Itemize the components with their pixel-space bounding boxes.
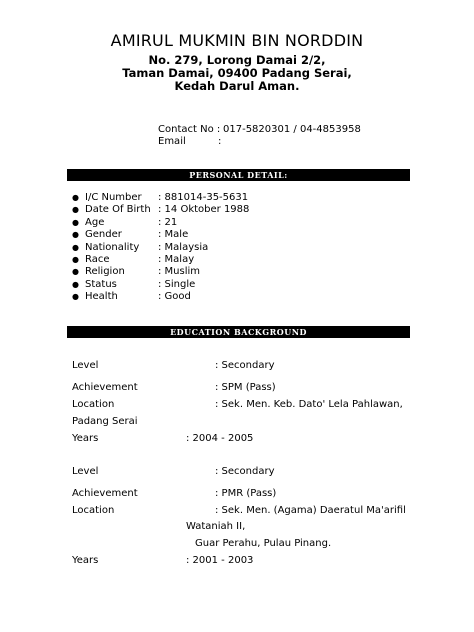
bullet-icon: ● [72, 267, 79, 277]
detail-value: : 881014-35-5631 [158, 192, 249, 203]
edu-achievement-label: Achievement [72, 488, 138, 499]
education-heading: EDUCATION BACKGROUND [67, 326, 410, 338]
bullet-icon: ● [72, 292, 79, 302]
detail-label: I/C Number [85, 192, 142, 203]
bullet-icon: ● [72, 279, 79, 289]
bullet-icon: ● [72, 242, 79, 252]
edu-achievement-value: : PMR (Pass) [215, 488, 277, 499]
edu-years-label: Years [72, 555, 99, 566]
bullet-icon: ● [72, 193, 79, 202]
edu-years-value: : 2001 - 2003 [186, 555, 254, 566]
bullet-icon: ● [72, 205, 79, 215]
bullet-icon: ● [72, 230, 79, 240]
edu-level-label: Level [72, 466, 99, 477]
edu-years-value: : 2004 - 2005 [186, 433, 254, 444]
edu-achievement-label: Achievement [72, 382, 138, 393]
detail-value: : 14 Oktober 1988 [158, 204, 250, 216]
detail-value: : Malaysia [158, 241, 209, 253]
detail-label: Gender [85, 229, 122, 241]
edu-level-value: : Secondary [215, 466, 275, 477]
edu-location-cont: Padang Serai [72, 416, 138, 427]
contact-label: Contact No : [158, 124, 221, 135]
detail-value: : Male [158, 229, 189, 241]
email-label: Email [158, 136, 186, 147]
bullet-icon: ● [72, 217, 79, 227]
edu-years-label: Years [72, 433, 99, 444]
email-colon: : [218, 136, 222, 147]
edu-location-value: : Sek. Men. Keb. Dato' Lela Pahlawan, [215, 399, 403, 410]
personal-detail-heading: PERSONAL DETAIL: [67, 169, 410, 181]
detail-value: : Muslim [158, 266, 201, 278]
detail-value: : Malay [158, 253, 195, 265]
edu-achievement-value: : SPM (Pass) [215, 382, 276, 393]
edu-location-cont: Guar Perahu, Pulau Pinang. [195, 538, 332, 549]
applicant-name: AMIRUL MUKMIN BIN NORDDIN [110, 31, 364, 50]
address-line-1: No. 279, Lorong Damai 2/2, [148, 53, 326, 67]
edu-level-label: Level [72, 360, 99, 371]
contact-value: 017-5820301 / 04-4853958 [223, 124, 361, 135]
detail-value: : 21 [158, 216, 178, 228]
detail-label: Health [85, 291, 118, 303]
address-line-3: Kedah Darul Aman. [174, 79, 300, 93]
edu-location-label: Location [72, 399, 115, 410]
detail-label: Status [85, 278, 117, 290]
edu-level-value: : Secondary [215, 360, 275, 371]
edu-location-value: : Sek. Men. (Agama) Daeratul Ma'arifil [215, 505, 406, 516]
detail-value: : Good [158, 291, 191, 303]
detail-label: Race [85, 253, 110, 265]
detail-label: Date Of Birth [85, 204, 151, 216]
bullet-icon: ● [72, 254, 79, 264]
detail-label: Nationality [85, 241, 140, 253]
detail-value: : Single [158, 278, 196, 290]
edu-location-cont: Wataniah II, [186, 521, 246, 532]
detail-label: Age [85, 216, 105, 228]
edu-location-label: Location [72, 505, 115, 516]
address-line-2: Taman Damai, 09400 Padang Serai, [122, 66, 352, 80]
detail-label: Religion [85, 266, 125, 278]
